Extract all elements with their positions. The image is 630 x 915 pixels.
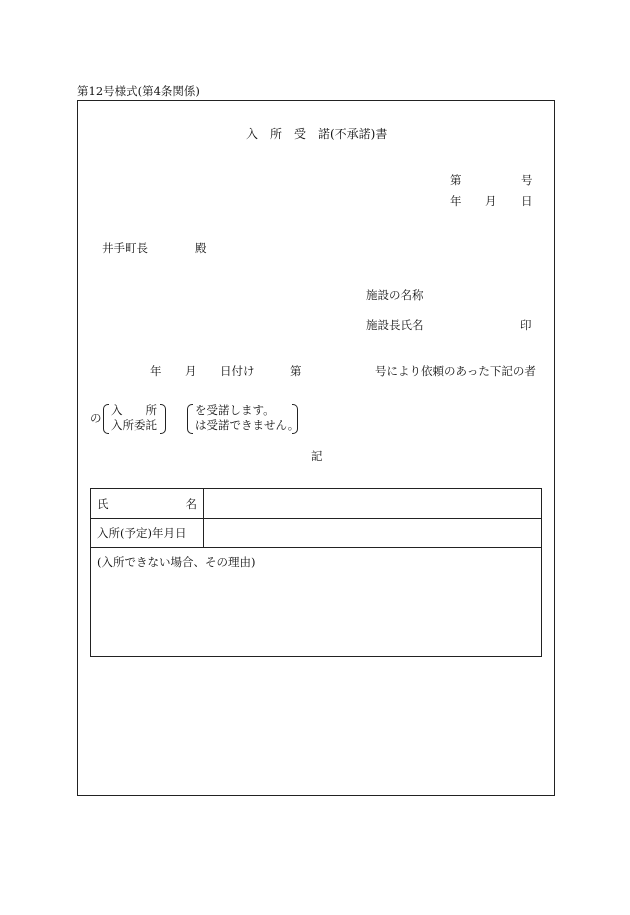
option-entrust: 入所委託 [111,418,157,432]
reason-label: (入所できない場合、その理由) [97,555,256,569]
body-year: 年 [150,364,162,378]
body-number-prefix: 第 [290,364,302,378]
name-label-a: 氏 [97,496,109,511]
addressee-honorific: 殿 [195,241,207,255]
option-admission: 入 所 [111,403,157,417]
table-row-reason [91,548,542,657]
date-label-cell: 入所(予定)年月日 [91,519,204,548]
name-label-b: 名 [185,496,197,511]
seal-mark: 印 [520,318,532,332]
table-row-name [91,489,542,519]
option-decline: は受諾できません。 [195,418,300,432]
bracket-right-1 [160,404,166,434]
reason-cell[interactable] [91,548,542,657]
body-dated: 日付け [220,364,255,378]
body-month: 月 [185,364,197,378]
addressee-name: 井手町長 [102,241,148,255]
facility-head-label: 施設長氏名 [366,318,424,332]
ki-mark: 記 [311,449,323,463]
date-month: 月 [485,194,497,208]
date-value-cell[interactable] [204,519,542,548]
doc-number-suffix: 号 [521,173,533,187]
table-row-date [91,519,542,548]
body-text: 号により依頼のあった下記の者 [375,364,536,378]
bracket-left-2 [187,404,193,434]
document-frame [77,100,555,796]
option-accept: を受諾します。 [195,403,275,417]
facility-name-label: 施設の名称 [366,288,424,302]
name-label-cell [91,489,204,519]
record-table [90,488,542,657]
name-value-cell[interactable] [204,489,542,519]
doc-number-prefix: 第 [450,173,462,187]
date-year: 年 [450,194,462,208]
date-day: 日 [521,194,533,208]
form-number: 第12号様式(第4条関係) [77,84,200,98]
bracket-right-2 [292,404,298,434]
document-title: 入 所 受 諾(不承諾)書 [246,127,388,141]
bracket-left-1 [103,404,109,434]
body-no: の [90,411,102,425]
